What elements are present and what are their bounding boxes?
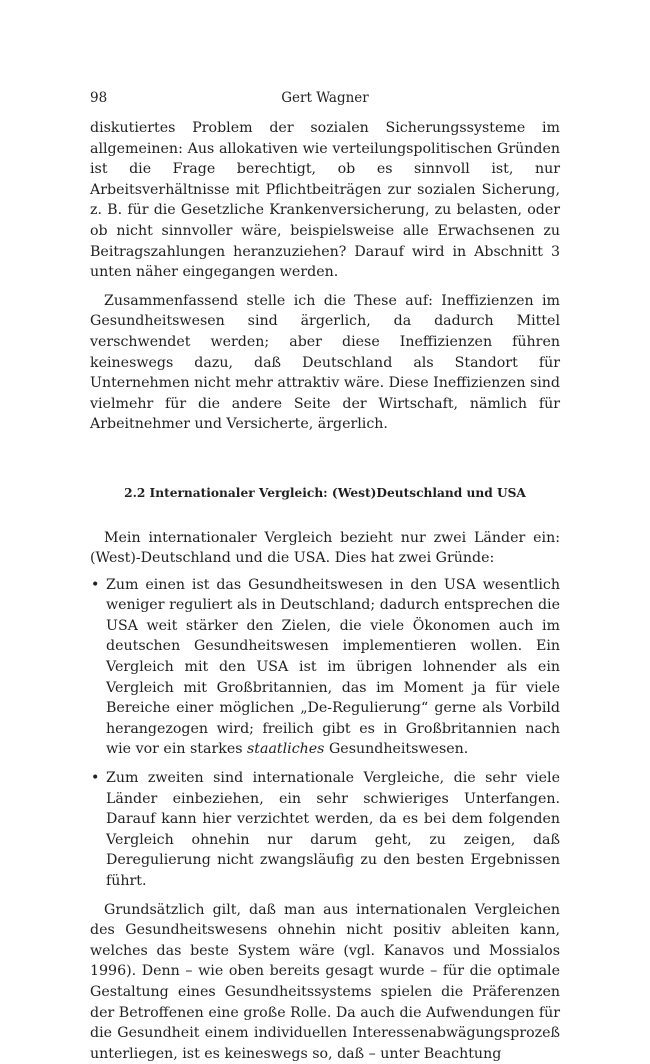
running-title: Gert Wagner [281,90,369,106]
bullet-icon: • [91,576,100,593]
page-body [90,118,560,1064]
list-item-text-end: Gesundheitswesen. [324,741,469,758]
section-heading: 2.2 Internationaler Vergleich: (West)Deutschland und USA [124,485,526,500]
paragraph-comparison-intro: Mein internationaler Vergleich bezieht nur zwei Länder ein: (West)-Deutschland und die USA. Dies hat zwei Gründe: [90,529,560,567]
bullet-icon: • [91,770,100,787]
emphasis-text: staatliches [247,741,325,758]
paragraph-principle: Grundsätzlich gilt, daß man aus internationalen Vergleichen des Gesundheitswesens ohnehin nicht positiv ableiten kann, welches das beste System wäre (vgl. Kanavos und Mossialos 1996). Denn – wie oben bereits gesagt wurde – für die optimale Gestaltung eines Gesundheitssystems spielen die Präferenzen der Betroffenen eine große Rolle. Da auch die Aufwendungen für die Gesundheit einem individuellen Interessenabwägungsprozeß unterliegen, ist es keineswegs so, daß – unter Beachtung [90,901,560,1062]
list-item [90,575,560,760]
reasons-list [90,575,560,892]
list-item-text: Zum einen ist das Gesundheitswesen in den USA wesentlich weniger reguliert als in Deutschland; dadurch entsprechen die USA weit stärker den Zielen, die viele Ökonomen auch im deutschen Gesundheitswesen implementieren wollen. Ein Vergleich mit den USA ist im übrigen lohnender als ein Vergleich mit Großbritannien, das im Moment ja für viele Bereiche einer möglichen „De-Regulierung“ gerne als Vorbild herangezogen wird; freilich gibt es in Großbritannien nach wie vor ein starkes [106,576,560,758]
page-number: 98 [90,90,108,106]
paragraph-summary-thesis: Zusammenfassend stelle ich die These auf: Ineffizienzen im Gesundheitswesen sind ärgerlich, da dadurch Mittel verschwendet werden; aber diese Ineffizienzen führen keineswegs dazu, daß Deutschland als Standort für Unternehmen nicht mehr attraktiv wäre. Diese Ineffizienzen sind vielmehr für die andere Seite der Wirtschaft, nämlich für Arbeitnehmer und Versicherte, ärgerlich. [90,292,561,433]
list-item [90,768,560,892]
list-item-text: Zum zweiten sind internationale Vergleiche, die sehr viele Länder einbeziehen, ein sehr schwieriges Unterfangen. Darauf kann hier verzichtet werden, da es bei dem folgenden Vergleich ohnehin nur darum geht, zu zeigen, daß Deregulierung nicht zwangsläufig zu den besten Ergebnissen führt. [106,770,560,889]
paragraph-continued: diskutiertes Problem der sozialen Sicherungssysteme im allgemeinen: Aus allokativen wie verteilungspolitischen Gründen ist die Frage berechtigt, ob es sinnvoll ist, nur Arbeitsverhältnisse mit Pflichtbeiträgen zur sozialen Sicherung, z. B. für die Gesetzliche Krankenversicherung, zu belasten, oder ob nicht sinnvoller wäre, beispielsweise alle Erwachsenen zu Beitragszahlungen heranzuziehen? Darauf wird in Abschnitt 3 unten näher eingegangen werden. [90,120,560,281]
page-header [90,90,560,110]
